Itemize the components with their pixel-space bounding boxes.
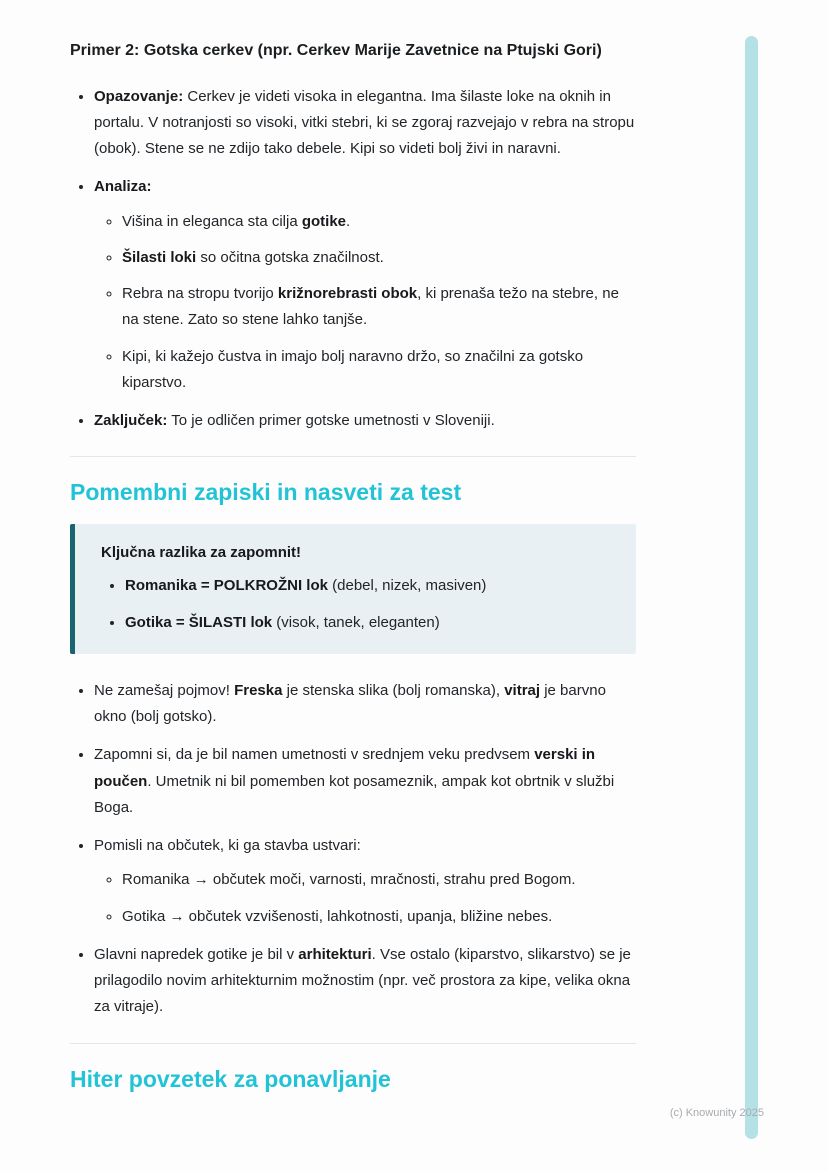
list-item xyxy=(122,209,636,235)
list-item xyxy=(94,408,636,434)
tips-list xyxy=(70,678,636,1021)
tip-text: • Zapomni si, da je bil namen umetnosti v srednjem veku predvsem verski in poučen. Umetnik ni bil pomemben kot posameznik, ampak kot obrtnik v službi Boga. xyxy=(94,746,615,816)
conclusion-text: • Zaključek: To je odličen primer gotske umetnosti v Sloveniji. xyxy=(94,412,495,430)
summary-heading: Hiter povzetek za ponavljanje xyxy=(70,1065,391,1092)
list-item xyxy=(94,742,636,821)
observation-text: • Opazovanje: Cerkev je videti visoka in elegantna. Ima šilaste loke na oknih in portalu. V notranjosti so visoki, vitki stebri, ki se zgoraj razvejajo v rebra na stropu (obok). Stene se ne zdijo tako debele. Kipi so videti bolj živi in naravni. xyxy=(94,87,635,158)
list-item xyxy=(122,904,636,930)
tip-text: • Pomisli na občutek, ki ga stavba ustvari: xyxy=(94,837,361,855)
key-difference-callout xyxy=(70,524,636,654)
callout-list xyxy=(101,573,610,636)
callout-title: Ključna razlika za zapomnit! xyxy=(101,544,302,562)
list-item xyxy=(125,610,610,636)
callout-point: • Romanika = POLKROŽNI lok (debel, nizek, masiven) xyxy=(125,577,487,595)
list-item xyxy=(94,84,636,163)
section-divider xyxy=(70,1043,636,1044)
analysis-point: ◦ Rebra na stropu tvorijo križnorebrasti obok, ki prenaša težo na stebre, ne na stene. Zato so stene lahko tanjše. xyxy=(122,285,619,329)
document-content xyxy=(70,40,636,1111)
list-item xyxy=(94,678,636,731)
copyright-text: (c) Knowunity 2025 xyxy=(669,1107,764,1119)
example2-heading: Primer 2: Gotska cerkev (npr. Cerkev Marije Zavetnice na Ptujski Gori) xyxy=(70,42,602,59)
analysis-point: ◦ Šilasti loki so očitna gotska značilnost. xyxy=(122,248,384,266)
tip-text: • Ne zamešaj pojmov! Freska je stenska slika (bolj romanska), vitraj je barvno okno (bolj gotsko). xyxy=(94,681,606,726)
analysis-point: ◦ Višina in eleganca sta cilja gotike. xyxy=(122,212,351,230)
list-item xyxy=(94,942,636,1021)
list-item xyxy=(125,573,610,599)
example2-list xyxy=(70,84,636,435)
analysis-point: ◦ Kipi, ki kažejo čustva in imajo bolj naravno držo, so značilni za gotsko kiparstvo. xyxy=(122,347,584,391)
feeling-sublist xyxy=(94,867,636,930)
analysis-label: • Analiza: xyxy=(94,178,152,196)
notes-heading: Pomembni zapiski in nasveti za test xyxy=(70,479,462,506)
tip-text: • Glavni napredek gotike je bil v arhitekturi. Vse ostalo (kiparstvo, slikarstvo) se je prilagodilo novim arhitekturnim možnostim (npr. več prostora za kipe, velika okna za vitraje). xyxy=(94,945,631,1016)
section-divider xyxy=(70,456,636,457)
callout-point: • Gotika = ŠILASTI lok (visok, tanek, eleganten) xyxy=(125,613,440,631)
page-edge-decoration xyxy=(745,36,758,1139)
list-item xyxy=(122,344,636,397)
list-item xyxy=(94,174,636,396)
list-item xyxy=(122,281,636,334)
list-item xyxy=(122,867,636,893)
feeling-point: ◦ Gotika → občutek vzvišenosti, lahkotnosti, upanja, bližine nebes. xyxy=(122,907,553,925)
list-item xyxy=(94,833,636,930)
analysis-sublist xyxy=(94,209,636,397)
feeling-point: ◦ Romanika → občutek moči, varnosti, mračnosti, strahu pred Bogom. xyxy=(122,871,576,889)
list-item xyxy=(122,245,636,271)
